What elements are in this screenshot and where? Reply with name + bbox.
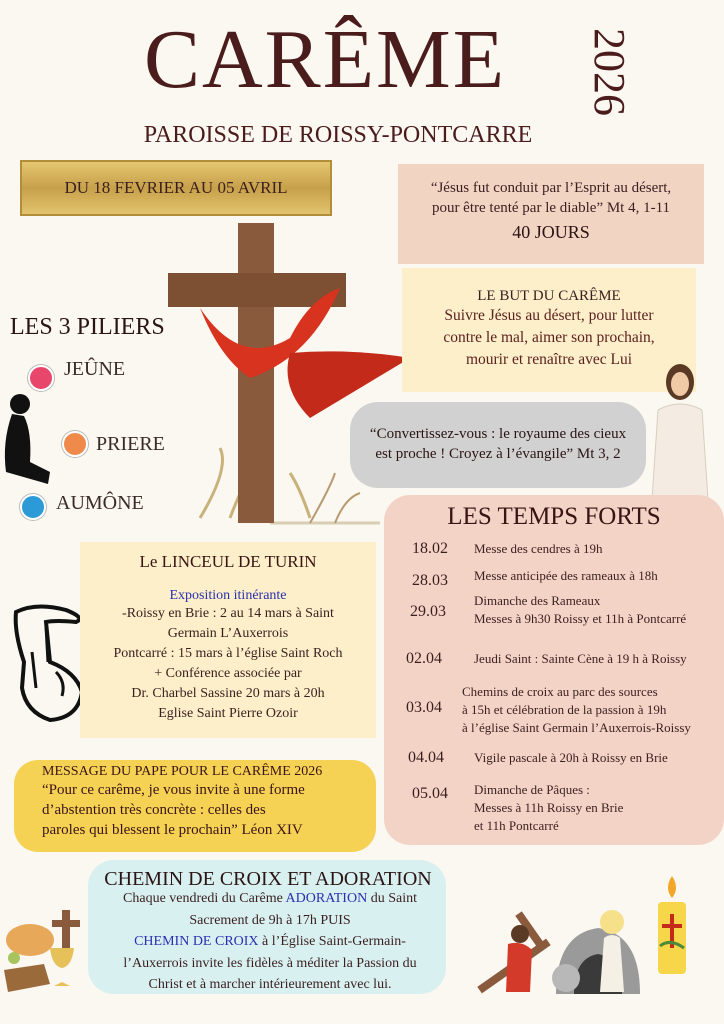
silence-gesture-icon (6, 592, 90, 724)
shroud-line-1: -Roissy en Brie : 2 au 14 mars à Saint (122, 606, 334, 621)
pillar-dot-priere-icon (62, 431, 88, 457)
shroud-line-3: Pontcarré : 15 mars à l’église Saint Roch (113, 646, 343, 661)
pillars-heading: LES 3 PILIERS (10, 314, 165, 340)
pope-line-2: d’abstention très concrète : celles des (42, 802, 266, 818)
pillar-dot-aumone-icon (20, 494, 46, 520)
stations-text-3b: à l’Église Saint-Germain- (258, 934, 406, 949)
event-text: Jeudi Saint : Sainte Cène à 19 h à Roissy (474, 651, 687, 666)
stations-adoration: ADORATION (285, 891, 368, 906)
praying-figure-icon (0, 392, 54, 490)
page-title: CARÊME (143, 13, 507, 106)
purpose-line-1: Suivre Jésus au désert, pour lutter (444, 307, 654, 324)
jesus-figure-illustration (648, 360, 712, 500)
event-text: Messes à 11h Roissy en Brie (474, 800, 624, 815)
event-text: Messe des cendres à 19h (474, 541, 603, 556)
purpose-heading: LE BUT DU CARÊME (477, 288, 621, 304)
event-text: Dimanche de Pâques : (474, 782, 590, 797)
shroud-box (80, 542, 376, 738)
convert-line-2: est proche ! Croyez à l’évangile” Mt 3, 2 (375, 446, 621, 462)
purpose-line-2: contre le mal, aimer son prochain, (443, 329, 655, 346)
forty-days-label: 40 JOURS (512, 222, 590, 242)
event-text: Dimanche des Rameaux (474, 593, 601, 608)
event-text: et 11h Pontcarré (474, 818, 559, 833)
paschal-candle-icon (650, 874, 696, 978)
event-text: Messes à 9h30 Roissy et 11h à Pontcarré (474, 611, 687, 626)
pope-line-3: paroles qui blessent le prochain” Léon XIV (42, 822, 303, 838)
stations-text-1c: du Saint (367, 891, 417, 906)
pope-message-box (14, 760, 376, 852)
stations-chemin: CHEMIN DE CROIX (134, 934, 259, 949)
desert-quote-box (398, 164, 704, 264)
convert-line-1: “Convertissez-vous : le royaume des cieux (369, 426, 627, 442)
shroud-heading: Le LINCEUL DE TURIN (139, 552, 317, 571)
pillar-priere: PRIERE (96, 433, 165, 455)
stations-heading: CHEMIN DE CROIX ET ADORATION (104, 868, 432, 890)
shroud-line-2: Germain L’Auxerrois (167, 626, 289, 641)
pope-heading: MESSAGE DU PAPE POUR LE CARÊME 2026 (42, 764, 323, 779)
stations-text-2: Sacrement de 9h à 17h PUIS (189, 912, 351, 928)
event-date: 05.04 (412, 785, 448, 802)
event-text: Chemins de croix au parc des sources (462, 684, 658, 699)
purpose-line-3: mourir et renaître avec Lui (465, 351, 633, 368)
highlights-heading: LES TEMPS FORTS (447, 503, 661, 530)
pope-line-1: “Pour ce carême, je vous invite à une forme (42, 782, 305, 798)
pillar-aumone: AUMÔNE (56, 492, 144, 514)
highlights-box (384, 495, 724, 845)
convert-quote-box (350, 402, 646, 488)
shroud-conference: + Conférence associée par (154, 666, 302, 681)
event-date: 29.03 (410, 603, 446, 620)
year-label: 2026 (585, 28, 634, 116)
jesus-carrying-cross-illustration (470, 900, 558, 996)
stations-text-1a: Chaque vendredi du Carême (123, 891, 286, 906)
dates-banner (20, 160, 332, 216)
event-date: 28.03 (412, 572, 448, 589)
quote-line-2: pour être tenté par le diable” Mt 4, 1-11 (431, 200, 671, 216)
event-date: 18.02 (412, 540, 448, 557)
resurrection-tomb-illustration (552, 904, 644, 996)
event-date: 02.04 (406, 650, 442, 667)
event-text: Messe anticipée des rameaux à 18h (474, 568, 658, 583)
shroud-subheading: Exposition itinérante (169, 588, 287, 603)
eucharist-illustration (0, 906, 90, 996)
stations-text-4: l’Auxerrois invite les fidèles à méditer la Passion du (123, 955, 417, 971)
grass-right (310, 473, 360, 523)
pillar-jeune: JEÛNE (64, 358, 126, 380)
event-text: Vigile pascale à 20h à Roissy en Brie (474, 750, 668, 765)
event-text: à l’église Saint Germain l’Auxerrois-Roissy (462, 720, 691, 735)
parish-name: PAROISSE DE ROISSY-PONTCARRE (143, 122, 533, 148)
stations-text (92, 888, 448, 996)
stations-text-5: Christ et à marcher intérieurement avec lui. (148, 977, 392, 992)
pillar-dot-jeune-icon (28, 365, 54, 391)
event-date: 04.04 (408, 749, 444, 766)
shroud-line-5: Eglise Saint Pierre Ozoir (158, 706, 298, 721)
quote-line-1: “Jésus fut conduit par l’Esprit au désert, (430, 180, 672, 196)
shroud-line-4: Dr. Charbel Sassine 20 mars à 20h (131, 686, 325, 701)
event-text: à 15h et célébration de la passion à 19h (462, 702, 667, 717)
dates-text: DU 18 FEVRIER AU 05 AVRIL (64, 178, 288, 197)
event-date: 03.04 (406, 699, 442, 716)
